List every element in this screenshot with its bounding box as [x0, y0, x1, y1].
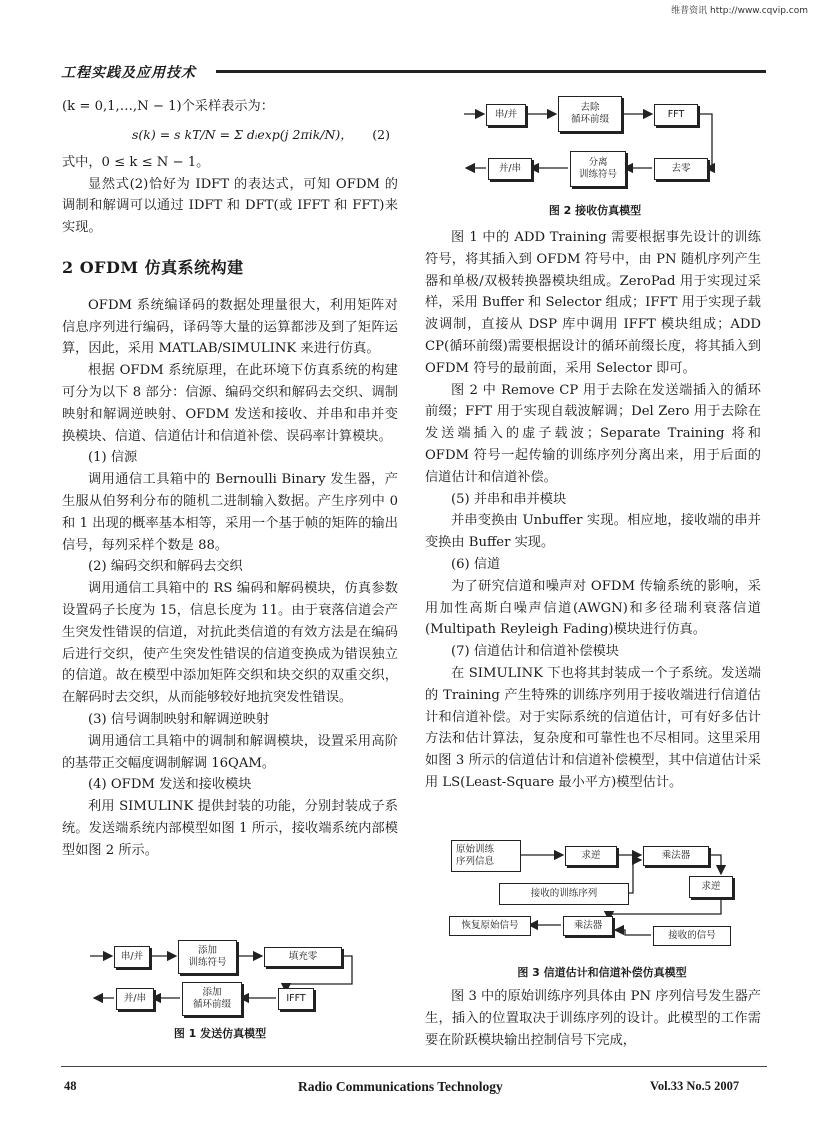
subsection-1-title: (1) 信源 — [88, 450, 138, 466]
fig3-recv-sig-block: 接收的信号 — [653, 926, 731, 946]
fig3-inv1-block: 求逆 — [565, 846, 617, 866]
fig1-ps-block: 并/串 — [116, 988, 154, 1010]
running-head: 工程实践及应用技术 — [61, 65, 196, 81]
fig2-sp-block: 串/并 — [486, 104, 526, 126]
fig1-pad-block: 填充零 — [264, 947, 342, 967]
page-number: 48 — [64, 1079, 77, 1093]
subsection-2-title: (2) 编码交织和解码去交织 — [88, 559, 243, 575]
subsection-6-title: (6) 信道 — [451, 556, 501, 572]
subsection-2-body: 调用通信工具箱中的 RS 编码和解码模块，仿真参数设置码子长度为 15，信息长度为 11。由于衰落信道会产生突发性错误的信道，对抗此类信道的有效方法是在编码后进行交织，使产生突发性错误的信道变换成为错误独立的信道。故在模型中添加矩阵交织和块交织的双重交织，在解码时去交织，从而能够较好地抗突发性错误。 — [62, 581, 398, 706]
fig2-rm-zero-block: 去零 — [654, 158, 708, 180]
subsection-4-body: 利用 SIMULINK 提供封装的功能，分别封装成子系统。发送端系统内部模型如图 1 所示，接收端系统内部模型如图 2 所示。 — [62, 799, 398, 858]
fig3-recv-train-block: 接收的训练序列 — [499, 883, 629, 905]
subsection-4-title: (4) OFDM 发送和接收模块 — [88, 777, 252, 793]
fig2-sep-block: 分离 训练符号 — [570, 151, 626, 187]
subsection-1-body: 调用通信工具箱中的 Bernoulli Binary 发生器，产生服从伯努利分布的随机二进制输入数据。产生序列中 0 和 1 出现的概率基本相等，采用一个基于帧的矩阵的输出信号，每列采样个数是 88。 — [62, 472, 398, 553]
figure-2 — [460, 92, 725, 192]
paragraph-fig3-desc: 图 3 中的原始训练序列具体由 PN 序列信号发生器产生，插入的位置取决于训练序列的设计。此模型的工作需要在阶跃模块输出控制信号下完成， — [425, 989, 761, 1048]
paragraph-2: 根据 OFDM 系统原理，在此环境下仿真系统的构建可分为以下 8 部分：信源、编码交织和解码去交织、调制映射和解调逆映射、OFDM 发送和接收、并串和串并变换模块、信道、信道估计和信道补偿、误码率计算模块。 — [62, 363, 398, 444]
subsection-3-title: (3) 信号调制映射和解调逆映射 — [88, 711, 270, 727]
fig2-fft-block: FFT — [654, 104, 698, 126]
equation-body: s(k) = s kT/N = Σ dᵢexp(j 2πik/N)， — [132, 126, 353, 142]
watermark: 维普资讯 http://www.cqvip.com — [671, 6, 808, 16]
paragraph-fig1-desc: 图 1 中的 ADD Training 需要根据事先设计的训练符号，将其插入到 OFDM 符号中，由 PN 随机序列产生器和单极/双极转换器模块组成。ZeroPad 用于实现过采样，采用 Buffer 和 Selector 组成；IFFT 用于实现子载波调制，直接从 DSP 库中调用 IFFT 模块组成；ADD CP(循环前缀)需要根据设计的循环前缀长度，将其插入到 OFDM 符号的最前面，采用 Selector 即可。 — [425, 230, 761, 376]
eq-range: 式中，0 ≤ k ≤ N − 1。 — [62, 154, 210, 170]
subsection-7-body: 在 SIMULINK 下也将其封装成一个子系统。发送端的 Training 产生特殊的训练序列用于接收端进行信道估计和信道补偿。对于实际系统的信道估计，可有好多估计方法和估计算法，复杂度和可靠性也不尽相同。这里采用如图 3 所示的信道估计和信道补偿模型，其中信道估计采用 LS(Least-Square 最小平方)模型估计。 — [425, 665, 761, 790]
fig1-add-cp-block: 添加 循环前缀 — [182, 982, 242, 1016]
subsection-5-title: (5) 并串和串并模块 — [451, 491, 567, 507]
fig1-add-train-block: 添加 训练符号 — [178, 940, 237, 974]
fig3-mul1-block: 乘法器 — [643, 846, 709, 866]
paragraph-fig2-desc: 图 2 中 Remove CP 用于去除在发送端插入的循环前缀；FFT 用于实现自载波解调；Del Zero 用于去除在发送端插入的虚子载波；Separate Training 将和 OFDM 符号一起传输的训练序列分离出来，用于后面的信道估计和信道补偿。 — [425, 382, 761, 485]
left-column — [62, 96, 398, 862]
fig3-orig-train-block: 原始训练 序列信息 — [451, 840, 521, 872]
footer-rule — [61, 1066, 767, 1067]
figure-3 — [445, 838, 745, 953]
figure-3-caption: 图 3 信道估计和信道补偿仿真模型 — [517, 966, 687, 979]
figure-2-caption: 图 2 接收仿真模型 — [548, 204, 642, 217]
fig3-mul2-block: 乘法器 — [563, 916, 613, 936]
figure-1-caption: 图 1 发送仿真模型 — [173, 1027, 267, 1040]
header-rule — [216, 70, 766, 73]
fig1-sp-block: 串/并 — [114, 946, 150, 968]
paragraph-idft: 显然式(2)恰好为 IDFT 的表达式，可知 OFDM 的调制和解调可以通过 IDFT 和 DFT(或 IFFT 和 FFT)来实现。 — [62, 176, 398, 236]
subsection-3-body: 调用通信工具箱中的调制和解调模块，设置采用高阶的基带正交幅度调制解调 16QAM。 — [62, 733, 398, 771]
subsection-7-title: (7) 信道估计和信道补偿模块 — [451, 644, 619, 660]
journal-name: Radio Communications Technology — [298, 1079, 503, 1094]
fig3-inv2-block: 求逆 — [689, 876, 733, 898]
fig3-restore-block: 恢复原始信号 — [449, 916, 531, 936]
fig1-ifft-block: IFFT — [278, 988, 314, 1010]
equation-number: (2) — [372, 126, 390, 142]
fig2-ps-block: 并/串 — [488, 158, 532, 180]
fig2-rm-cp-block: 去除 循环前缀 — [558, 96, 622, 132]
issue-info: Vol.33 No.5 2007 — [650, 1079, 740, 1093]
right-column-lower — [425, 986, 761, 1051]
subsection-5-body: 并串变换由 Unbuffer 实现。相应地，接收端的串并变换由 Buffer 实现。 — [425, 513, 761, 551]
paragraph-1: OFDM 系统编译码的数据处理量很大，利用矩阵对信息序列进行编码，译码等大量的运算都涉及到了矩阵运算，因此，采用 MATLAB/SIMULINK 来进行仿真。 — [62, 297, 398, 357]
eq-intro: (k = 0,1,…,N − 1)个采样表示为： — [62, 99, 274, 114]
section-title: 2 OFDM 仿真系统构建 — [62, 257, 244, 277]
equation-2 — [62, 118, 398, 152]
right-column — [425, 227, 761, 794]
subsection-6-body: 为了研究信道和噪声对 OFDM 传输系统的影响，采用加性高斯白噪声信道(AWGN)和多径瑞利衰落信道(Multipath Reyleigh Fading)模块进行仿真。 — [425, 578, 761, 638]
